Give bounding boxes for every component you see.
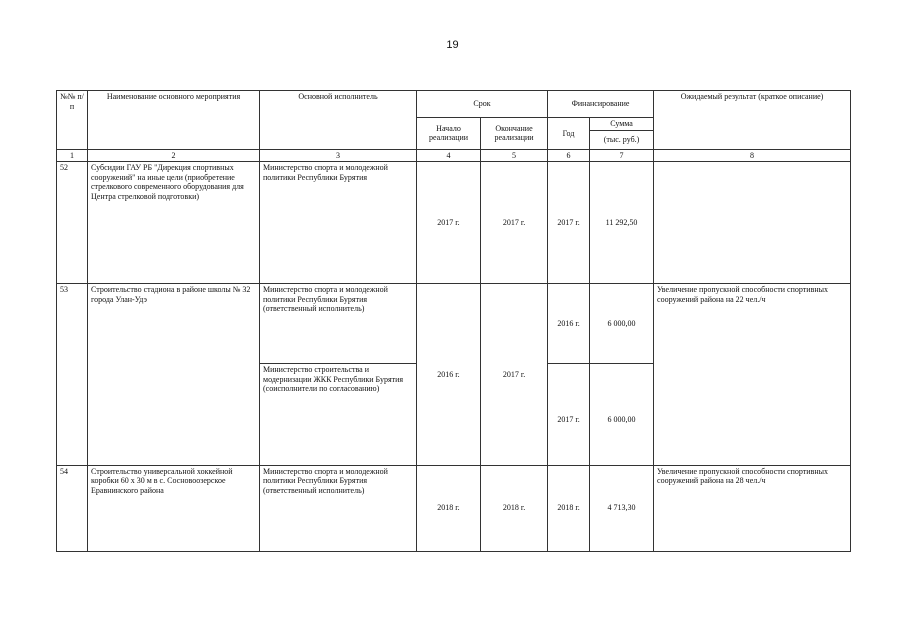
row-name: Строительство универсальной хоккейной коробки 60 х 30 м в с. Сосновоозерское Еравнинского района [88, 465, 260, 551]
header-num: №№ п/п [57, 91, 88, 150]
header-year: Год [548, 118, 590, 150]
row-result: Увеличение пропускной способности спортивных сооружений района на 28 чел./ч [654, 465, 851, 551]
header-sum: Сумма [590, 118, 654, 131]
table-row [57, 162, 851, 284]
header-term: Срок [417, 91, 548, 118]
header-start: Начало реализации [417, 118, 481, 150]
header-funding: Финансирование [548, 91, 654, 118]
table-row [57, 284, 851, 364]
table-row [57, 465, 851, 551]
row-end: 2017 г. [481, 284, 548, 466]
header-name: Наименование основного мероприятия [88, 91, 260, 150]
row-name: Строительство стадиона в районе школы № 32 города Улан-Удэ [88, 284, 260, 466]
row-executor: Министерство спорта и молодежной политики Республики Бурятия (ответственный исполнитель) [260, 465, 417, 551]
col-number-6: 6 [548, 149, 590, 162]
header-result: Ожидаемый результат (краткое описание) [654, 91, 851, 150]
header-end: Окончание реализации [481, 118, 548, 150]
col-number-2: 2 [88, 149, 260, 162]
col-number-4: 4 [417, 149, 481, 162]
col-number-3: 3 [260, 149, 417, 162]
row-end: 2018 г. [481, 465, 548, 551]
header-executor: Основной исполнитель [260, 91, 417, 150]
row-result: Увеличение пропускной способности спортивных сооружений района на 22 чел./ч [654, 284, 851, 466]
row-year: 2018 г. [548, 465, 590, 551]
row-executor: Министерство спорта и молодежной политики Республики Бурятия (ответственный исполнитель) [260, 284, 417, 364]
row-executor: Министерство строительства и модернизации ЖКК Республики Бурятия (соисполнители по согласованию) [260, 364, 417, 466]
col-number-8: 8 [654, 149, 851, 162]
header-unit: (тыс. руб.) [590, 130, 654, 149]
col-number-5: 5 [481, 149, 548, 162]
row-year: 2017 г. [548, 162, 590, 284]
col-number-1: 1 [57, 149, 88, 162]
activities-table [56, 90, 851, 552]
row-sum: 6 000,00 [590, 366, 654, 465]
row-num: 54 [57, 465, 88, 551]
row-start: 2018 г. [417, 465, 481, 551]
page-number: 19 [446, 39, 459, 51]
row-end: 2017 г. [481, 162, 548, 284]
row-sum: 4 713,30 [590, 465, 654, 551]
row-name: Субсидии ГАУ РБ "Дирекция спортивных сооружений" на иные цели (приобретение стрелкового современного оборудования для Центра стрелковой подготовки) [88, 162, 260, 284]
row-sum: 6 000,00 [590, 284, 654, 364]
row-year: 2017 г. [548, 366, 590, 465]
row-num: 52 [57, 162, 88, 284]
col-number-7: 7 [590, 149, 654, 162]
row-start: 2017 г. [417, 162, 481, 284]
row-num: 53 [57, 284, 88, 466]
row-start: 2016 г. [417, 284, 481, 466]
row-sum: 11 292,50 [590, 162, 654, 284]
row-year: 2016 г. [548, 284, 590, 364]
row-result [654, 162, 851, 284]
row-executor: Министерство спорта и молодежной политики Республики Бурятия [260, 162, 417, 284]
